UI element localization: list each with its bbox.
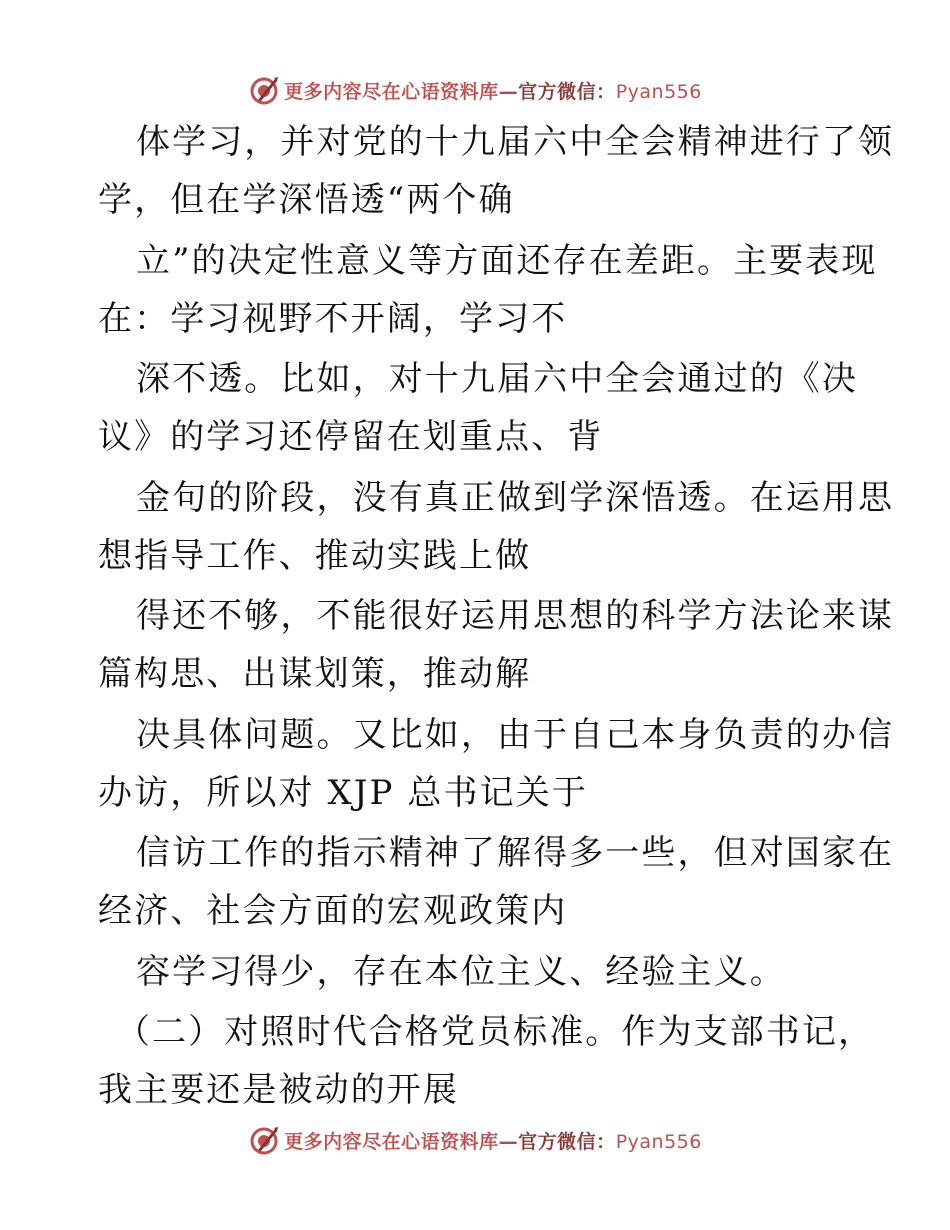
- body-line-13: 信访工作的指示精神了解得多一些，但对国家在: [136, 833, 895, 873]
- watermark-official-label: 官方微信：: [518, 80, 616, 103]
- watermark-official-label: 官方微信：: [518, 1130, 616, 1153]
- watermark-brand: 更多内容尽在心语资料库: [284, 80, 499, 103]
- body-line-4: 在：学习视野不开阔，学习不: [98, 299, 568, 339]
- body-line-6: 议》的学习还停留在划重点、背: [98, 417, 604, 457]
- quill-seal-logo-icon: [248, 1124, 280, 1156]
- header-watermark: [0, 70, 950, 110]
- body-line-9: 得还不够，不能很好运用思想的科学方法论来谋: [136, 596, 895, 636]
- watermark-separator: —: [498, 80, 519, 103]
- body-line-7: 金句的阶段，没有真正做到学深悟透。在运用思: [136, 478, 895, 518]
- body-line-14: 经济、社会方面的宏观政策内: [98, 891, 568, 931]
- body-line-1: 体学习，并对党的十九届六中全会精神进行了领: [136, 122, 895, 162]
- watermark-wechat-id: Pyan556: [615, 80, 702, 103]
- quill-seal-logo-icon: [248, 74, 280, 106]
- body-line-3: 立”的决定性意义等方面还存在差距。主要表现: [136, 241, 878, 281]
- watermark-text: [284, 77, 702, 104]
- body-line-5: 深不透。比如，对十九届六中全会通过的《决: [136, 359, 858, 399]
- watermark-wechat-id: Pyan556: [615, 1130, 702, 1153]
- watermark-brand: 更多内容尽在心语资料库: [284, 1130, 499, 1153]
- body-line-11: 决具体问题。又比如，由于自己本身负责的办信: [136, 715, 895, 755]
- body-line-8: 想指导工作、推动实践上做: [98, 536, 532, 576]
- body-line-10: 篇构思、出谋划策，推动解: [98, 654, 532, 694]
- footer-watermark: [0, 1120, 950, 1160]
- body-line-17: 我主要还是被动的开展: [98, 1070, 459, 1110]
- body-line-12: 办访，所以对 XJP 总书记关于: [98, 773, 588, 813]
- watermark-separator: —: [498, 1130, 519, 1153]
- body-line-16: （二）对照时代合格党员标准。作为支部书记，: [116, 1012, 875, 1052]
- body-line-2: 学，但在学深悟透“两个确: [98, 180, 515, 220]
- watermark-text: [284, 1127, 702, 1154]
- body-line-15: 容学习得少，存在本位主义、经验主义。: [136, 952, 786, 992]
